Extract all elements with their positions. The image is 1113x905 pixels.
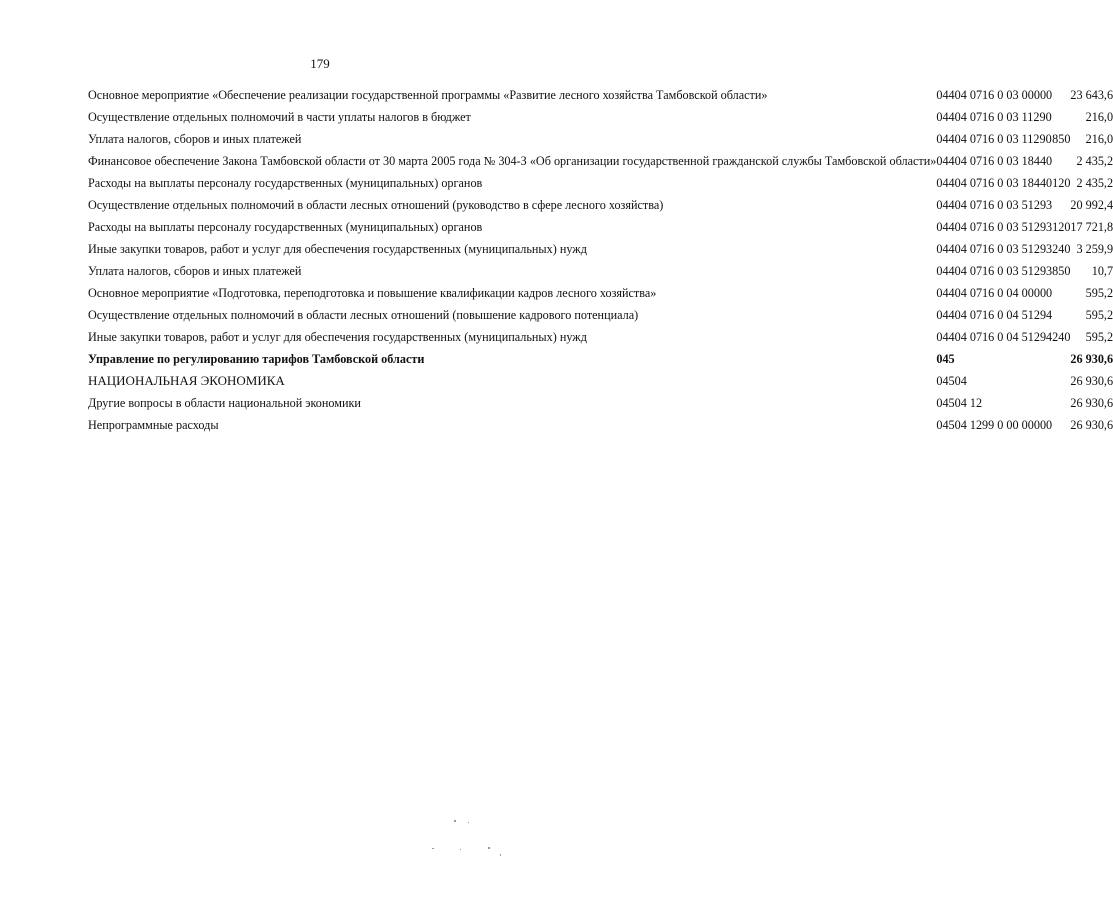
expense-type-code [1052,110,1070,132]
section-code: 04 12 [954,418,983,432]
target-article-code: 16 0 03 18440 [982,154,1053,168]
expense-name: Расходы на выплаты персоналу государственных (муниципальных) органов [88,176,483,190]
expense-type-code: 240 [1052,242,1071,256]
department-code: 044 [936,154,955,168]
expense-name: Расходы на выплаты персоналу государственных (муниципальных) органов [88,220,483,234]
amount: 26 930,6 [1070,352,1113,366]
expense-type-code: 850 [1052,132,1071,146]
section-code: 04 [954,374,967,388]
amount: 216,0 [1085,132,1113,146]
amount: 26 930,6 [1070,418,1113,432]
expense-name: Осуществление отдельных полномочий в области лесных отношений (повышение кадрового потенциала) [88,308,639,322]
amount: 10,7 [1091,264,1113,278]
expense-type-code [1052,308,1070,330]
department-code: 045 [936,418,955,432]
table-row [88,374,1113,396]
department-code: 044 [936,198,955,212]
expense-type-code [1052,154,1070,176]
expense-type-code [1052,198,1070,220]
table-row [88,88,1113,110]
amount: 595,2 [1085,330,1113,344]
section-code: 04 07 [954,154,983,168]
section-code: 04 07 [954,286,983,300]
expense-name: НАЦИОНАЛЬНАЯ ЭКОНОМИКА [88,373,285,388]
expense-type-code [1052,374,1070,396]
expense-type-code [1052,396,1070,418]
table-row [88,132,1113,154]
department-code: 045 [936,396,955,410]
table-row [88,110,1113,132]
section-code: 04 07 [954,220,983,234]
department-code: 044 [936,220,955,234]
budget-table [88,88,1113,440]
section-code: 04 07 [954,132,983,146]
section-code: 04 07 [954,308,983,322]
department-code: 045 [936,374,955,388]
amount: 2 435,2 [1076,176,1113,190]
section-code [955,352,982,374]
expense-name: Основное мероприятие «Подготовка, переподготовка и повышение квалификации кадров лесного хозяйства» [88,286,657,300]
expense-name: Иные закупки товаров, работ и услуг для обеспечения государственных (муниципальных) нужд [88,330,587,344]
target-article-code: 16 0 03 11290 [982,132,1052,146]
department-code: 044 [936,176,955,190]
amount: 595,2 [1085,308,1113,322]
department-code: 044 [936,110,955,124]
expense-type-code: 120 [1052,220,1071,234]
amount: 26 930,6 [1070,374,1113,388]
amount: 26 930,6 [1070,396,1113,410]
amount: 595,2 [1085,286,1113,300]
scan-speck [488,847,490,849]
table-row [88,176,1113,198]
target-article-code: 99 0 00 00000 [982,418,1053,432]
table-row [88,242,1113,264]
department-code: 044 [936,308,955,322]
section-code: 04 07 [954,176,983,190]
expense-type-code [1052,352,1070,374]
department-code: 044 [936,242,955,256]
scan-speck [432,848,434,849]
target-article-code [982,396,1052,418]
target-article-code: 16 0 03 00000 [982,88,1053,102]
department-code: 044 [936,330,955,344]
scan-speck [454,820,456,822]
target-article-code: 16 0 03 18440 [982,176,1053,190]
amount: 2 435,2 [1076,154,1113,168]
table-row [88,330,1113,352]
section-code: 04 07 [954,88,983,102]
scan-speck [500,854,501,856]
expense-name: Непрограммные расходы [88,418,219,432]
expense-name: Осуществление отдельных полномочий в области лесных отношений (руководство в сфере лесного хозяйства) [88,198,664,212]
table-row [88,264,1113,286]
target-article-code: 16 0 03 51293 [982,264,1053,278]
expense-type-code [1052,418,1070,440]
section-code: 04 07 [954,198,983,212]
expense-name: Финансовое обеспечение Закона Тамбовской области от 30 марта 2005 года № 304-З «Об организации государственной гражданской службы Тамбовской области» [88,154,937,168]
table-row [88,396,1113,418]
target-article-code: 16 0 03 51293 [982,198,1053,212]
table-row [88,418,1113,440]
expense-name: Осуществление отдельных полномочий в части уплаты налогов в бюджет [88,110,471,124]
target-article-code [982,352,1052,374]
table-row [88,220,1113,242]
expense-name: Уплата налогов, сборов и иных платежей [88,264,302,278]
scan-speck [468,822,469,823]
target-article-code: 16 0 04 51294 [982,308,1053,322]
expense-type-code [1052,88,1070,110]
target-article-code: 16 0 03 11290 [982,110,1052,124]
expense-type-code: 120 [1052,176,1071,190]
amount: 17 721,8 [1070,220,1113,234]
expense-name: Основное мероприятие «Обеспечение реализации государственной программы «Развитие лесного хозяйства Тамбовской области» [88,88,768,102]
budget-table-body [88,88,1113,440]
target-article-code: 16 0 03 51293 [982,220,1053,234]
section-code: 04 07 [954,110,983,124]
expense-name: Уплата налогов, сборов и иных платежей [88,132,302,146]
section-code: 04 12 [954,396,983,410]
section-code: 04 07 [954,242,983,256]
section-code: 04 07 [954,264,983,278]
expense-name: Иные закупки товаров, работ и услуг для обеспечения государственных (муниципальных) нужд [88,242,587,256]
table-row [88,286,1113,308]
target-article-code [982,374,1052,396]
target-article-code: 16 0 04 51294 [982,330,1053,344]
section-code: 04 07 [954,330,983,344]
scan-speck [460,849,461,850]
expense-name: Управление по регулированию тарифов Тамбовской области [88,352,425,366]
expense-name: Другие вопросы в области национальной экономики [88,396,361,410]
table-row [88,198,1113,220]
table-row [88,352,1113,374]
scan-specks [430,818,510,858]
amount: 20 992,4 [1070,198,1113,212]
target-article-code: 16 0 03 51293 [982,242,1053,256]
page-number: 179 [310,56,330,71]
table-row [88,308,1113,330]
department-code: 044 [936,88,955,102]
amount: 3 259,9 [1076,242,1113,256]
department-code: 044 [936,132,955,146]
expense-type-code: 850 [1052,264,1071,278]
table-row [88,154,1113,176]
department-code: 045 [936,352,955,366]
department-code: 044 [936,264,955,278]
expense-type-code [1052,286,1070,308]
target-article-code: 16 0 04 00000 [982,286,1053,300]
amount: 23 643,6 [1070,88,1113,102]
department-code: 044 [936,286,955,300]
expense-type-code: 240 [1052,330,1071,344]
amount: 216,0 [1085,110,1113,124]
